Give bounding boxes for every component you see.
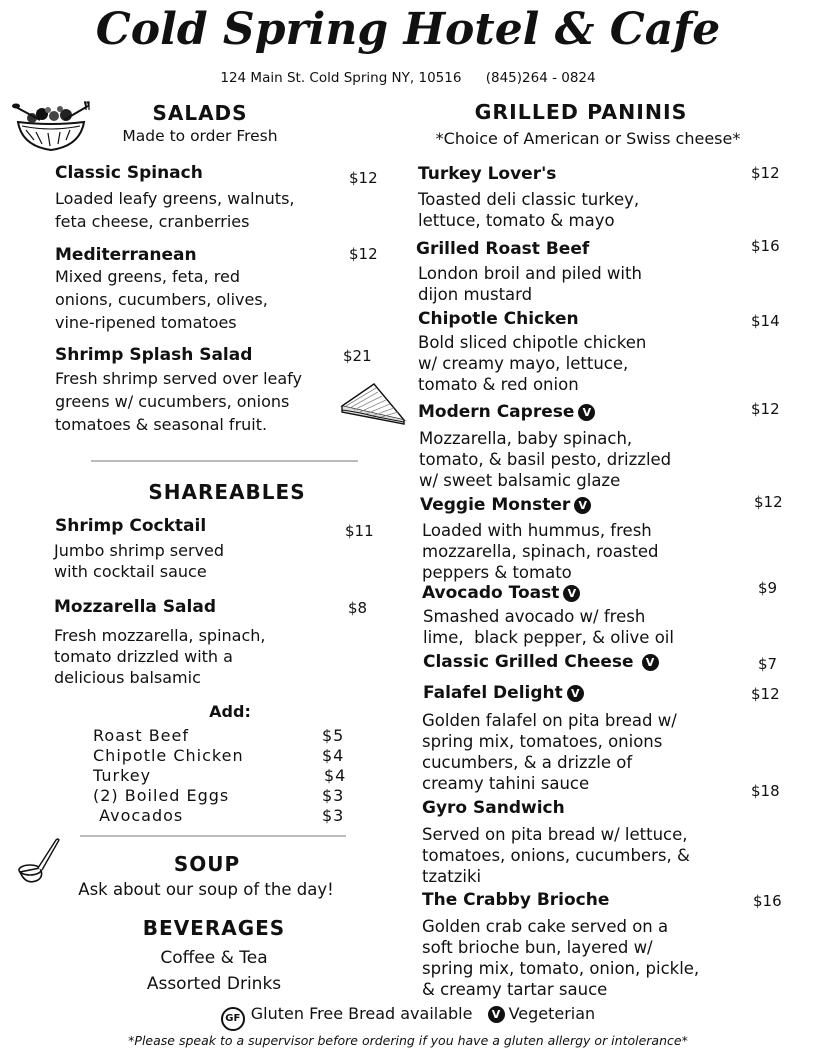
menu-item-price: $9 [758, 579, 778, 597]
section-divider [80, 835, 346, 837]
beverages-list [114, 945, 314, 997]
menu-item-price: $14 [751, 312, 780, 330]
list-item: Roast Beef $5 [93, 726, 345, 745]
menu-item-name: Mozzarella Salad [54, 597, 216, 617]
beverages-heading: BEVERAGES [142, 916, 286, 940]
menu-item-name: Modern Caprese V [418, 402, 595, 422]
salads-subheading: Made to order Fresh [122, 127, 278, 145]
menu-item-price: $16 [753, 892, 782, 910]
menu-item-price: $21 [343, 347, 372, 365]
menu-item-name: Classic Grilled Cheese V [423, 652, 659, 672]
salad-bowl-icon [12, 100, 90, 154]
menu-item-price: $16 [751, 237, 780, 255]
menu-item-name: Veggie Monster V [420, 495, 591, 515]
restaurant-title: Cold Spring Hotel & Cafe [95, 4, 721, 55]
menu-item-name: Turkey Lover's [418, 164, 557, 184]
vegetarian-icon: V [642, 654, 659, 671]
vegetarian-icon: V [488, 1006, 505, 1023]
menu-item-description: Toasted deli classic turkey, lettuce, tomato & mayo [418, 190, 640, 230]
paninis-heading: GRILLED PANINIS [474, 100, 688, 124]
list-item: (2) Boiled Eggs $3 [93, 786, 345, 805]
menu-item-price: $7 [758, 655, 778, 673]
menu-item-name: Chipotle Chicken [418, 309, 579, 329]
contact-line [0, 70, 816, 86]
menu-item-name: Falafel Delight V [423, 683, 584, 703]
menu-item-price: $12 [754, 493, 783, 511]
menu-item-description: Smashed avocado w/ fresh lime, black pepper, & olive oil [423, 607, 674, 647]
menu-item-name: Shrimp Splash Salad [55, 345, 253, 365]
menu-item-price: $12 [751, 164, 780, 182]
menu-item-description: Served on pita bread w/ lettuce, tomatoes, onions, cucumbers, & tzatziki [422, 825, 690, 886]
menu-item-name: Classic Spinach [55, 163, 203, 183]
vegetarian-icon: V [578, 404, 595, 421]
paninis-subheading: *Choice of American or Swiss cheese* [435, 129, 741, 148]
menu-item-description: Fresh mozzarella, spinach, tomato drizzled with a delicious balsamic [54, 626, 266, 687]
add-ons-list [93, 726, 353, 826]
menu-item-description: Mixed greens, feta, red onions, cucumbers, olives, vine-ripened tomatoes [55, 267, 268, 332]
menu-item-description: Golden crab cake served on a soft brioche bun, layered w/ spring mix, tomato, onion, pickle, & creamy tartar sauce [422, 917, 700, 999]
list-item: Coffee & Tea [160, 948, 268, 968]
menu-item-description: Jumbo shrimp served with cocktail sauce [54, 541, 225, 581]
list-item: Avocados $3 [93, 806, 345, 825]
menu-item-description: Golden falafel on pita bread w/ spring mix, tomatoes, onions cucumbers, & a drizzle of creamy tahini sauce [422, 711, 677, 793]
list-item: Turkey $4 [93, 766, 347, 785]
list-item: Assorted Drinks [146, 974, 282, 994]
menu-item-price: $12 [349, 245, 378, 263]
menu-item-description: Mozzarella, baby spinach, tomato, & basil pesto, drizzled w/ sweet balsamic glaze [419, 429, 672, 490]
menu-item-description: London broil and piled with dijon mustard [418, 264, 642, 304]
sandwich-icon [338, 380, 408, 426]
menu-item-name: Grilled Roast Beef [416, 239, 590, 259]
section-divider [91, 460, 358, 462]
menu-item-name: Mediterranean [55, 245, 197, 265]
vegetarian-text: Vegeterian [508, 1004, 596, 1023]
salads-heading: SALADS [152, 101, 248, 125]
soup-heading: SOUP [173, 852, 241, 876]
menu-item-description: Loaded with hummus, fresh mozzarella, spinach, roasted peppers & tomato [422, 521, 659, 582]
vegetarian-icon: V [567, 685, 584, 702]
allergy-note: *Please speak to a supervisor before ordering if you have a gluten allergy or intolerance* [128, 1033, 688, 1048]
gluten-free-icon: GF [221, 1007, 245, 1031]
address: 124 Main St. Cold Spring NY, 10516 [220, 70, 462, 86]
menu-item-price: $8 [348, 599, 368, 617]
gluten-free-text: Gluten Free Bread available [250, 1004, 473, 1023]
menu-item-description: Bold sliced chipotle chicken w/ creamy mayo, lettuce, tomato & red onion [418, 333, 647, 394]
menu-item-name: Gyro Sandwich [422, 798, 565, 818]
vegetarian-icon: V [563, 585, 580, 602]
add-ons-heading: Add: [209, 702, 251, 721]
menu-item-name: Avocado Toast V [422, 583, 580, 603]
dietary-legend [0, 1004, 816, 1031]
menu-item-price: $11 [345, 522, 374, 540]
shareables-heading: SHAREABLES [148, 480, 306, 504]
menu-item-price: $18 [751, 782, 780, 800]
phone-number: (845)264 - 0824 [485, 70, 596, 86]
menu-item-price: $12 [751, 685, 780, 703]
menu-item-description: Loaded leafy greens, walnuts, feta cheese, cranberries [55, 189, 295, 231]
menu-item-name: The Crabby Brioche [422, 890, 610, 910]
menu-item-price: $12 [349, 169, 378, 187]
list-item: Chipotle Chicken $4 [93, 746, 345, 765]
menu-item-description: Fresh shrimp served over leafy greens w/ cucumbers, onions tomatoes & seasonal fruit. [55, 369, 302, 434]
menu-item-price: $12 [751, 400, 780, 418]
menu-item-name: Shrimp Cocktail [55, 516, 207, 536]
soup-description: Ask about our soup of the day! [78, 880, 334, 899]
vegetarian-icon: V [574, 497, 591, 514]
